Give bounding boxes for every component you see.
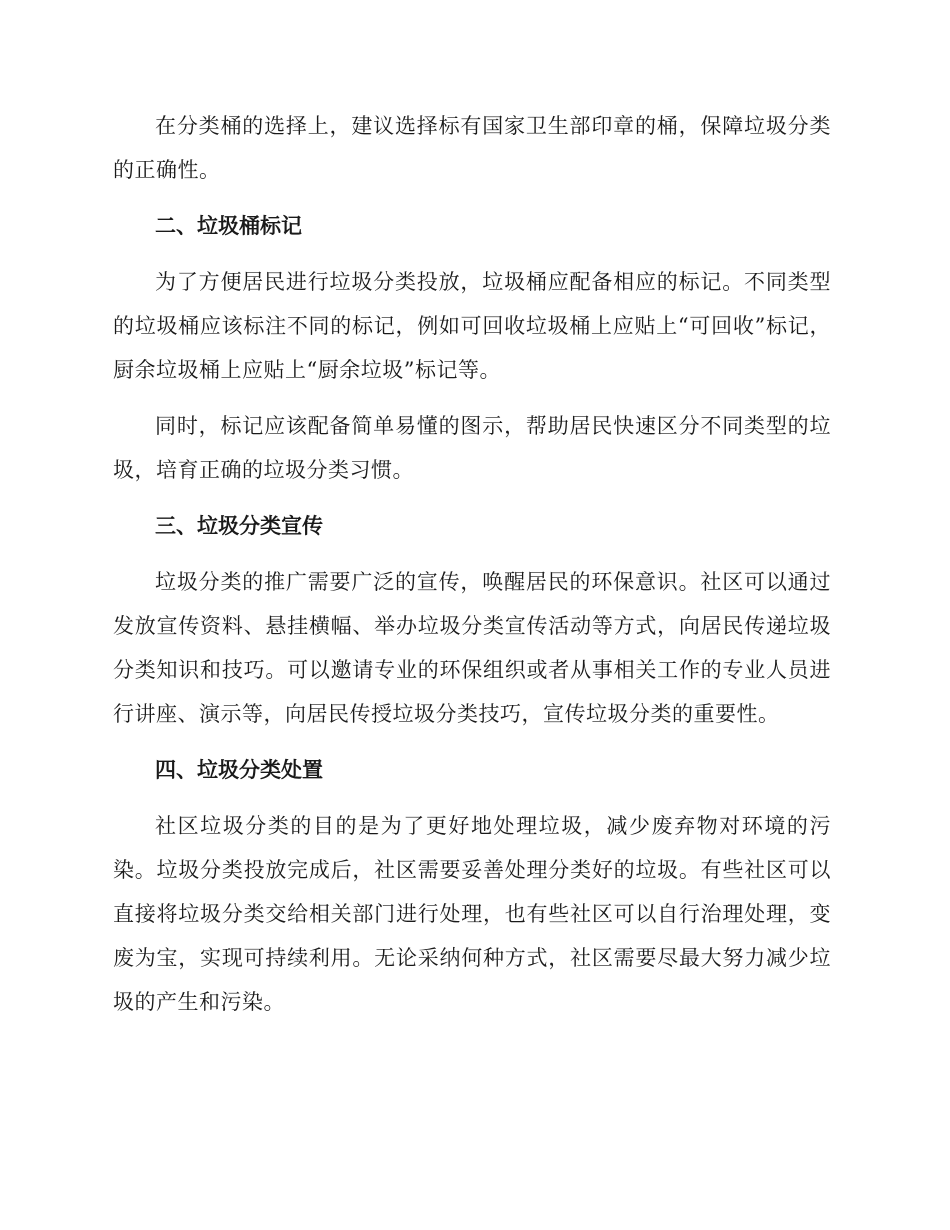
heading-bin-labels: 二、垃圾桶标记 [155,214,302,238]
spacer [113,792,831,804]
spacer [113,736,831,748]
spacer [113,248,831,260]
paragraph-label-icons: 同时，标记应该配备简单易懂的图示，帮助居民快速区分不同类型的垃圾，培育正确的垃圾分类习惯。 [113,414,831,482]
spacer [113,192,831,204]
heading-disposal: 四、垃圾分类处置 [155,758,323,782]
heading-publicity: 三、垃圾分类宣传 [155,514,323,538]
spacer [113,392,831,404]
spacer [113,492,831,504]
paragraph-bin-labels: 为了方便居民进行垃圾分类投放，垃圾桶应配备相应的标记。不同类型的垃圾桶应该标注不同的标记，例如可回收垃圾桶上应贴上“可回收”标记，厨余垃圾桶上应贴上“厨余垃圾”标记等。 [113,270,831,382]
paragraph-publicity: 垃圾分类的推广需要广泛的宣传，唤醒居民的环保意识。社区可以通过发放宣传资料、悬挂横幅、举办垃圾分类宣传活动等方式，向居民传递垃圾分类知识和技巧。可以邀请专业的环保组织或者从事相关工作的专业人员进行讲座、演示等，向居民传授垃圾分类技巧，宣传垃圾分类的重要性。 [113,570,831,726]
paragraph-disposal: 社区垃圾分类的目的是为了更好地处理垃圾，减少废弃物对环境的污染。垃圾分类投放完成后，社区需要妥善处理分类好的垃圾。有些社区可以直接将垃圾分类交给相关部门进行处理，也有些社区可以自行治理处理，变废为宝，实现可持续利用。无论采纳何种方式，社区需要尽最大努力减少垃圾的产生和污染。 [113,814,831,1014]
paragraph-bin-selection: 在分类桶的选择上，建议选择标有国家卫生部印章的桶，保障垃圾分类的正确性。 [113,114,831,182]
document-page [113,104,831,1024]
spacer [113,548,831,560]
